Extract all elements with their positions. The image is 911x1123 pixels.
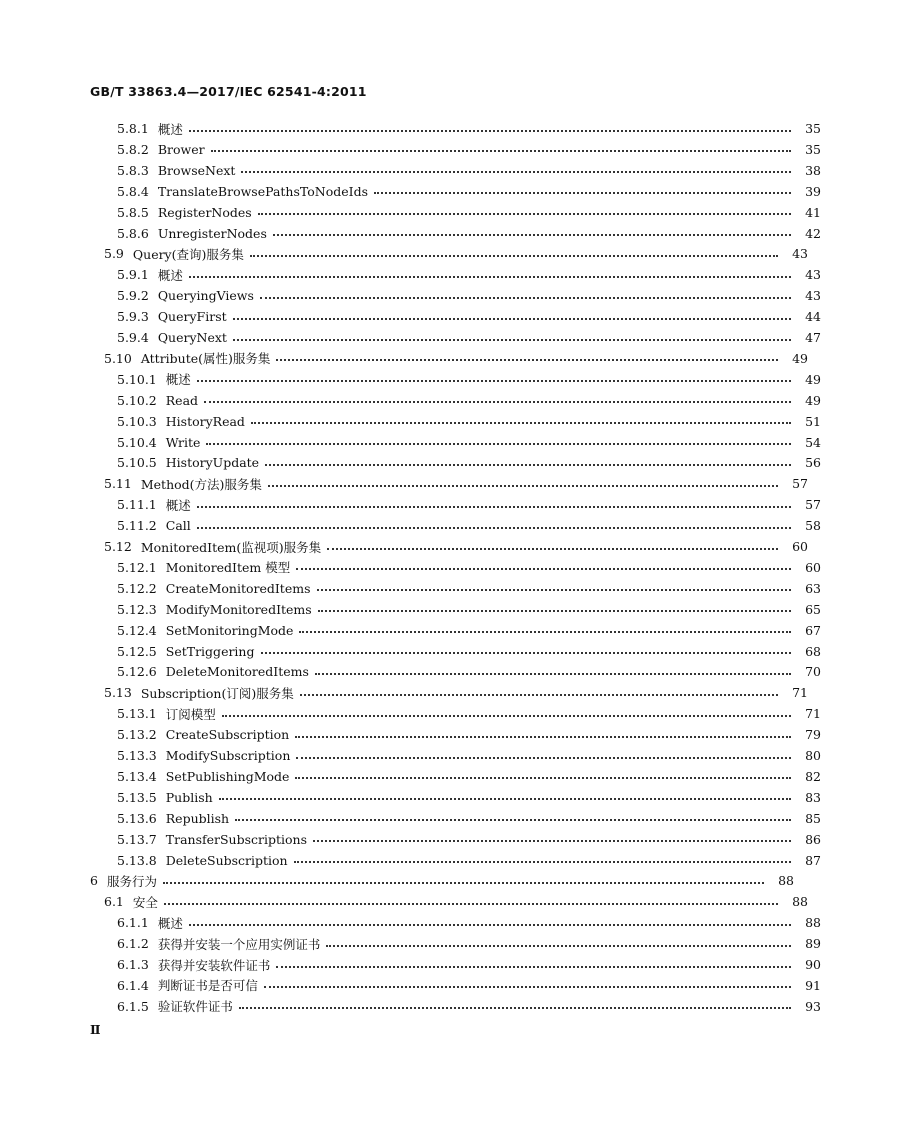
- toc-entry-number: 5.10.4: [117, 434, 157, 450]
- dot-leader: [189, 924, 791, 926]
- toc-entry-page: 35: [805, 141, 821, 157]
- toc-entry-page: 42: [805, 225, 821, 241]
- toc-entry-title: BrowseNext: [157, 162, 236, 178]
- toc-entry-number: 5.13: [104, 685, 132, 701]
- toc-entry-number: 5.13.5: [117, 789, 157, 805]
- toc-entry-title: CreateMonitoredItems: [165, 580, 311, 596]
- toc-entry-title: 获得并安装软件证书: [157, 957, 271, 973]
- toc-entry-number: 5.10.5: [117, 455, 157, 471]
- toc-entry-number: 5.8.4: [117, 183, 149, 199]
- toc-entry[interactable]: [0, 494, 911, 515]
- toc-entry[interactable]: [0, 285, 911, 306]
- toc-entry-number: 5.11.2: [117, 518, 157, 534]
- toc-entry-page: 60: [792, 539, 808, 554]
- toc-entry-page: 54: [805, 434, 821, 450]
- toc-entry[interactable]: [0, 432, 911, 453]
- toc-entry-page: 83: [805, 789, 821, 805]
- dot-leader: [197, 527, 791, 529]
- toc-entry-number: 5.8.3: [117, 162, 149, 178]
- toc-entry-page: 71: [792, 685, 808, 701]
- toc-entry-title: RegisterNodes: [157, 204, 252, 220]
- dot-leader: [189, 276, 791, 278]
- toc-entry-number: 6.1.1: [117, 915, 149, 931]
- dot-leader: [374, 192, 791, 194]
- toc-entry-page: 57: [805, 497, 821, 513]
- toc-entry[interactable]: [0, 745, 911, 766]
- toc-entry-number: 6.1: [104, 894, 124, 910]
- toc-entry[interactable]: [0, 327, 911, 348]
- toc-entry[interactable]: [0, 766, 911, 787]
- toc-entry-number: 5.13.7: [117, 831, 157, 847]
- toc-entry-number: 5.9.2: [117, 288, 149, 304]
- toc-entry-title: HistoryRead: [165, 413, 245, 429]
- dot-leader: [189, 130, 791, 132]
- toc-entry-title: 概述: [165, 372, 191, 388]
- toc-entry[interactable]: [0, 578, 911, 599]
- toc-entry-title: Method(方法)服务集: [140, 476, 262, 492]
- toc-entry-page: 58: [805, 518, 821, 534]
- toc-entry-title: ModifySubscription: [165, 748, 291, 763]
- toc-entry-number: 5.8.1: [117, 121, 149, 136]
- toc-entry[interactable]: [0, 808, 911, 829]
- toc-entry-number: 5.9: [104, 246, 124, 262]
- toc-entry-page: 68: [805, 643, 821, 659]
- toc-entry[interactable]: [0, 536, 898, 557]
- toc-entry-title: Brower: [157, 141, 205, 157]
- dot-leader: [315, 673, 791, 675]
- toc-entry-number: 5.12.3: [117, 601, 157, 617]
- dot-leader: [273, 234, 791, 236]
- toc-entry-title: Query(查询)服务集: [132, 246, 244, 262]
- toc-entry-title: Republish: [165, 810, 230, 826]
- toc-entry-page: 57: [792, 476, 808, 492]
- dot-leader: [260, 297, 791, 299]
- toc-entry-number: 5.9.4: [117, 330, 149, 345]
- toc-entry-title: 订阅模型: [165, 706, 216, 722]
- dot-leader: [265, 464, 791, 466]
- toc-entry-title: CreateSubscription: [165, 727, 290, 743]
- toc-entry[interactable]: [0, 996, 911, 1017]
- toc-entry-page: 41: [805, 204, 821, 220]
- toc-entry-title: 概述: [165, 497, 191, 513]
- dot-leader: [233, 339, 791, 341]
- toc-entry-title: DeleteSubscription: [165, 852, 288, 868]
- toc-entry-page: 60: [805, 559, 821, 575]
- toc-entry-title: ModifyMonitoredItems: [165, 601, 312, 617]
- dot-leader: [163, 882, 764, 884]
- toc-entry-page: 67: [805, 622, 821, 638]
- toc-entry-number: 5.9.3: [117, 309, 149, 325]
- toc-entry-page: 88: [792, 894, 808, 910]
- toc-entry[interactable]: [0, 891, 898, 912]
- dot-leader: [299, 631, 791, 633]
- toc-entry-number: 5.13.4: [117, 768, 157, 784]
- toc-entry-page: 39: [805, 183, 821, 199]
- dot-leader: [318, 610, 791, 612]
- dot-leader: [235, 819, 791, 821]
- toc-entry-page: 82: [805, 768, 821, 784]
- toc-entry[interactable]: [0, 411, 911, 432]
- toc-entry-title: 判断证书是否可信: [157, 978, 258, 994]
- toc-entry-number: 5.11: [104, 476, 132, 492]
- toc-entry[interactable]: [0, 912, 911, 933]
- toc-entry-page: 49: [805, 392, 821, 408]
- toc-entry[interactable]: [0, 933, 911, 954]
- toc-entry[interactable]: [0, 870, 884, 891]
- dot-leader: [317, 589, 792, 591]
- toc-entry[interactable]: [0, 515, 911, 536]
- toc-entry-page: 91: [805, 977, 821, 993]
- toc-entry[interactable]: [0, 223, 911, 244]
- toc-entry-page: 71: [805, 706, 821, 722]
- toc-entry-number: 5.13.6: [117, 810, 157, 826]
- toc-entry-number: 5.12.6: [117, 664, 157, 680]
- toc-entry-title: Subscription(订阅)服务集: [140, 685, 294, 701]
- toc-entry-page: 35: [805, 121, 821, 136]
- toc-entry[interactable]: [0, 202, 911, 223]
- toc-entry[interactable]: [0, 306, 911, 327]
- toc-entry-number: 5.13.3: [117, 748, 157, 763]
- toc-entry[interactable]: [0, 264, 911, 285]
- toc-entry-number: 5.13.8: [117, 852, 157, 868]
- document-header: GB/T 33863.4—2017/IEC 62541-4:2011: [90, 84, 367, 99]
- toc-entry-title: HistoryUpdate: [165, 455, 260, 471]
- toc-entry-number: 5.10.3: [117, 413, 157, 429]
- page-number: Ⅱ: [90, 1022, 101, 1037]
- toc-entry-title: Attribute(属性)服务集: [140, 351, 271, 367]
- toc-entry-title: 获得并安装一个应用实例证书: [157, 936, 321, 952]
- dot-leader: [164, 903, 778, 905]
- toc-entry-title: MonitoredItem(监视项)服务集: [140, 539, 322, 555]
- dot-leader: [295, 777, 791, 779]
- dot-leader: [268, 485, 778, 487]
- toc-entry[interactable]: [0, 348, 898, 369]
- toc-entry[interactable]: [0, 181, 911, 202]
- toc-entry-number: 6: [90, 873, 98, 889]
- toc-entry[interactable]: [0, 390, 911, 411]
- dot-leader: [250, 255, 778, 257]
- dot-leader: [197, 506, 791, 508]
- toc-entry-number: 5.12: [104, 539, 132, 554]
- toc-entry-title: SetMonitoringMode: [165, 622, 294, 638]
- toc-entry-number: 5.9.1: [117, 267, 149, 283]
- toc-entry[interactable]: [0, 850, 911, 871]
- toc-entry-title: Publish: [165, 789, 213, 805]
- toc-entry-page: 65: [805, 601, 821, 617]
- toc-entry-title: QueryNext: [157, 330, 227, 345]
- toc-entry[interactable]: [0, 473, 898, 494]
- toc-entry-number: 6.1.4: [117, 977, 149, 993]
- toc-entry-title: Call: [165, 518, 191, 534]
- toc-entry-page: 79: [805, 727, 821, 743]
- toc-entry[interactable]: [0, 243, 898, 264]
- toc-entry-page: 80: [805, 748, 821, 763]
- toc-entry[interactable]: [0, 139, 911, 160]
- toc-entry[interactable]: [0, 557, 911, 578]
- dot-leader: [296, 757, 791, 759]
- toc-entry-page: 63: [805, 580, 821, 596]
- toc-entry-page: 88: [805, 915, 821, 931]
- toc-entry-page: 89: [805, 936, 821, 952]
- toc-entry[interactable]: [0, 661, 911, 682]
- toc-entry-number: 6.1.2: [117, 936, 149, 952]
- dot-leader: [258, 213, 791, 215]
- dot-leader: [326, 945, 791, 947]
- toc-entry[interactable]: [0, 118, 911, 139]
- toc-entry-number: 6.1.5: [117, 998, 149, 1014]
- dot-leader: [233, 318, 791, 320]
- toc-entry[interactable]: [0, 620, 911, 641]
- toc-entry-number: 5.10: [104, 350, 132, 366]
- toc-entry-page: 44: [805, 309, 821, 325]
- dot-leader: [222, 715, 791, 717]
- toc-entry[interactable]: [0, 703, 911, 724]
- toc-entry-title: 安全: [132, 894, 158, 910]
- toc-entry-number: 6.1.3: [117, 957, 149, 972]
- toc-entry-title: TransferSubscriptions: [165, 831, 308, 847]
- toc-entry-number: 5.8.2: [117, 141, 149, 157]
- toc-entry-title: UnregisterNodes: [157, 225, 267, 241]
- toc-entry-number: 5.12.2: [117, 580, 157, 596]
- toc-entry-number: 5.10.1: [117, 371, 157, 387]
- toc-entry-title: MonitoredItem 模型: [165, 560, 291, 576]
- dot-leader: [241, 171, 791, 173]
- toc-entry-title: 概述: [157, 915, 183, 931]
- toc-entry[interactable]: [0, 829, 911, 850]
- toc-entry-page: 86: [805, 831, 821, 847]
- dot-leader: [261, 652, 792, 654]
- dot-leader: [211, 150, 791, 152]
- toc-entry[interactable]: [0, 724, 911, 745]
- toc-entry-page: 38: [805, 162, 821, 178]
- toc-entry-title: QueryingViews: [157, 288, 254, 304]
- dot-leader: [313, 840, 791, 842]
- toc-entry-page: 90: [805, 957, 821, 972]
- toc-entry-title: Read: [165, 392, 199, 408]
- dot-leader: [327, 548, 778, 550]
- dot-leader: [206, 443, 791, 445]
- toc-entry-page: 56: [805, 455, 821, 471]
- dot-leader: [264, 986, 791, 988]
- dot-leader: [251, 422, 791, 424]
- toc-entry[interactable]: [0, 641, 911, 662]
- toc-entry-page: 43: [805, 267, 821, 283]
- dot-leader: [239, 1007, 791, 1009]
- toc-entry-number: 5.8.5: [117, 204, 149, 220]
- toc-entry-page: 49: [792, 350, 808, 366]
- toc-entry-number: 5.8.6: [117, 225, 149, 241]
- toc-entry-title: 概述: [157, 121, 183, 137]
- toc-entry-title: 服务行为: [106, 873, 157, 889]
- toc-entry-title: DeleteMonitoredItems: [165, 664, 309, 680]
- toc-entry-page: 49: [805, 371, 821, 387]
- toc-entry-number: 5.13.2: [117, 727, 157, 743]
- dot-leader: [296, 568, 791, 570]
- toc-entry-number: 5.12.5: [117, 643, 157, 659]
- toc-entry[interactable]: [0, 452, 911, 473]
- toc-entry-page: 51: [805, 413, 821, 429]
- toc-entry-page: 88: [778, 873, 794, 889]
- toc-entry[interactable]: [0, 682, 898, 703]
- toc-entry-page: 93: [805, 998, 821, 1014]
- toc-entry[interactable]: [0, 160, 911, 181]
- toc-entry-page: 85: [805, 810, 821, 826]
- toc-entry-page: 43: [792, 246, 808, 262]
- toc-entry-title: Write: [165, 434, 201, 450]
- toc-entry-page: 47: [805, 330, 821, 345]
- toc-entry-page: 70: [805, 664, 821, 680]
- toc-entry-number: 5.12.4: [117, 622, 157, 638]
- toc-entry-title: SetTriggering: [165, 643, 255, 659]
- toc-entry[interactable]: [0, 599, 911, 620]
- toc-entry-number: 5.11.1: [117, 497, 157, 513]
- dot-leader: [219, 798, 791, 800]
- toc-entry-number: 5.13.1: [117, 706, 157, 722]
- dot-leader: [294, 861, 791, 863]
- toc-entry[interactable]: [0, 369, 911, 390]
- toc-entry-title: SetPublishingMode: [165, 768, 290, 784]
- dot-leader: [276, 966, 791, 968]
- dot-leader: [276, 359, 778, 361]
- toc-entry-page: 43: [805, 288, 821, 304]
- toc-entry-number: 5.10.2: [117, 392, 157, 408]
- toc-entry[interactable]: [0, 787, 911, 808]
- toc-entry-number: 5.12.1: [117, 559, 157, 575]
- toc-entry-title: 验证软件证书: [157, 999, 233, 1015]
- dot-leader: [295, 736, 791, 738]
- toc-entry-title: QueryFirst: [157, 309, 227, 325]
- toc-entry-title: TranslateBrowsePathsToNodeIds: [157, 183, 369, 199]
- toc-entry[interactable]: [0, 975, 911, 996]
- toc-entry-title: 概述: [157, 267, 183, 283]
- dot-leader: [204, 401, 791, 403]
- dot-leader: [300, 694, 778, 696]
- toc-entry[interactable]: [0, 954, 911, 975]
- toc-entry-page: 87: [805, 852, 821, 868]
- dot-leader: [197, 380, 791, 382]
